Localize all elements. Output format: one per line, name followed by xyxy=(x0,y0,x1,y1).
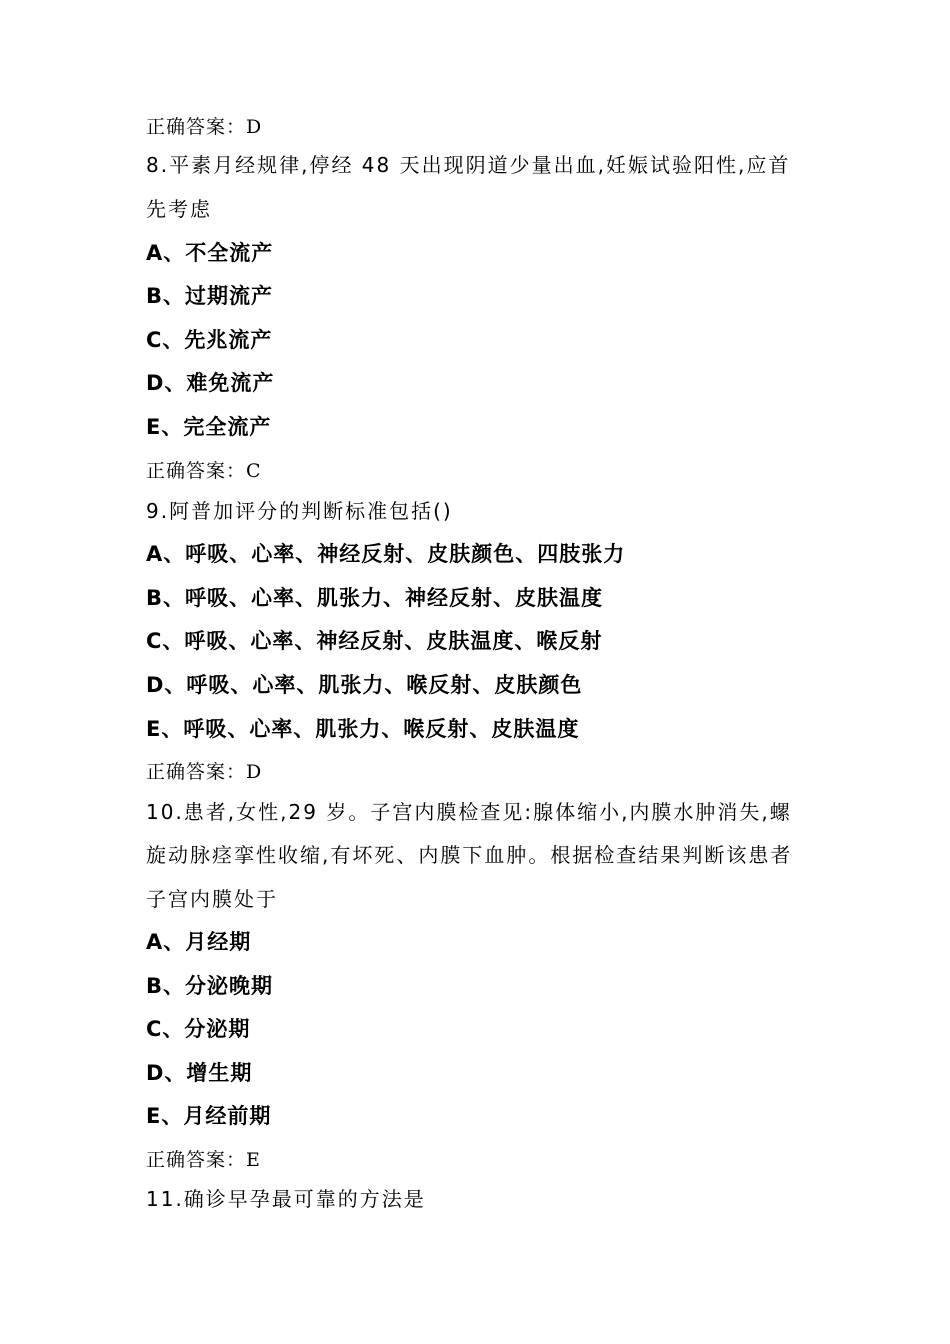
option-8-a: A、不全流产 xyxy=(146,241,274,265)
option-10-e: E、月经前期 xyxy=(146,1104,272,1128)
option-10-d: D、增生期 xyxy=(146,1061,253,1085)
question-10-line-3: 子宫内膜处于 xyxy=(146,887,278,911)
answer-line-q9: 正确答案：D xyxy=(146,761,263,783)
question-8-line-1: 8.平素月经规律,停经 48 天出现阴道少量出血,妊娠试验阳性,应首 xyxy=(146,153,791,177)
option-9-d: D、呼吸、心率、肌张力、喉反射、皮肤颜色 xyxy=(146,673,583,697)
option-8-d: D、难免流产 xyxy=(146,371,275,395)
option-8-c: C、先兆流产 xyxy=(146,328,273,352)
answer-line-q7: 正确答案：D xyxy=(146,116,263,138)
question-10-line-1: 10.患者,女性,29 岁。子宫内膜检查见:腺体缩小,内膜水肿消失,螺 xyxy=(146,800,792,824)
option-9-b: B、呼吸、心率、肌张力、神经反射、皮肤温度 xyxy=(146,586,604,610)
option-10-b: B、分泌晚期 xyxy=(146,974,274,998)
answer-line-q8: 正确答案：C xyxy=(146,460,262,482)
option-10-c: C、分泌期 xyxy=(146,1017,251,1041)
option-9-a: A、呼吸、心率、神经反射、皮肤颜色、四肢张力 xyxy=(146,542,626,566)
question-11-line-1: 11.确诊早孕最可靠的方法是 xyxy=(146,1187,426,1211)
question-8-line-2: 先考虑 xyxy=(146,197,212,221)
option-9-e: E、呼吸、心率、肌张力、喉反射、皮肤温度 xyxy=(146,717,580,741)
option-10-a: A、月经期 xyxy=(146,930,252,954)
question-9-line-1: 9.阿普加评分的判断标准包括() xyxy=(146,499,453,523)
question-10-line-2: 旋动脉痉挛性收缩,有坏死、内膜下血肿。根据检查结果判断该患者 xyxy=(146,843,793,867)
option-8-e: E、完全流产 xyxy=(146,415,272,439)
option-8-b: B、过期流产 xyxy=(146,284,274,308)
answer-line-q10: 正确答案：E xyxy=(146,1149,261,1171)
option-9-c: C、呼吸、心率、神经反射、皮肤温度、喉反射 xyxy=(146,629,603,653)
